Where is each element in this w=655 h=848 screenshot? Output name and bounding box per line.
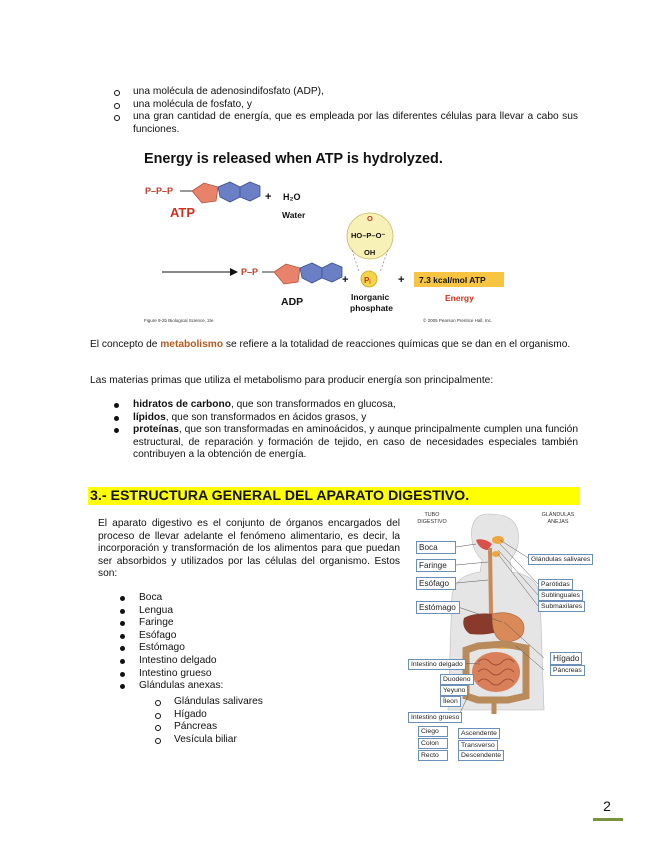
water-label: Water [282, 210, 306, 220]
figure-caption-right: © 2005 Pearson Prentice Hall, Inc. [423, 318, 493, 323]
list-item: una molécula de fosfato, y [112, 99, 578, 112]
energy-label: Energy [445, 293, 474, 303]
label-ascendente: Ascendente [458, 728, 500, 739]
label-parotidas: Parótidas [538, 579, 573, 590]
label-higado: Hígado [550, 652, 582, 665]
diagram-header-left: TUBO DIGESTIVO [417, 512, 447, 525]
diagram-header-right: GLÁNDULAS ANEJAS [541, 512, 575, 525]
list-item: proteínas, que son transformadas en aminoácidos, y aunque principalmente cumplen una función estructural, de reparación y formación de tejido, en caso de necesidades especiales también contribuyen a la obtención de energía. [112, 424, 578, 462]
atp-molecule [145, 182, 260, 220]
top-list [112, 86, 578, 136]
list-item: Boca [118, 592, 398, 605]
label-descendente: Descendente [458, 750, 504, 761]
raw-materials-paragraph: Las materias primas que utiliza el metabolismo para producir energía son principalmente: [90, 375, 494, 386]
raw-materials-list [112, 399, 578, 462]
list-item: una gran cantidad de energía, que es empleada por las diferentes células para llevar a cabo sus funciones. [112, 111, 578, 136]
phosphate-oh: OH [364, 248, 376, 257]
label-ciego: Ciego [418, 726, 448, 737]
plus-sign-3: + [398, 274, 405, 286]
adp-label: ADP [281, 296, 304, 308]
list-item: Páncreas [153, 721, 393, 734]
pi-label: Pᵢ [364, 276, 371, 285]
list-item: Glándulas anexas: [118, 680, 398, 693]
page-number: 2 [603, 798, 611, 814]
list-item: Vesícula biliar [153, 734, 393, 747]
metabolism-paragraph: El concepto de metabolismo se refiere a la totalidad de reacciones químicas que se dan en el organismo. [90, 339, 571, 350]
gland-list [153, 696, 393, 746]
section-heading: 3.- ESTRUCTURA GENERAL DEL APARATO DIGESTIVO. [88, 487, 580, 505]
label-transverso: Transverso [458, 740, 498, 751]
adp-phosphates: P–P [241, 267, 259, 277]
section-intro: El aparato digestivo es el conjunto de órganos encargados del proceso de llevar adelante el fenómeno alimentario, es decir, la incorporación y transformación de los alimentos para que puedan ser absorbidos y utilizados por las células del organismo. Estos son: [98, 518, 400, 580]
label-salivares: Glándulas salivares [528, 554, 593, 565]
label-esofago: Esófago [416, 577, 456, 590]
phosphate-o: O [367, 214, 373, 223]
label-boca: Boca [416, 541, 456, 554]
page-number-rule [593, 818, 623, 821]
label-colon: Colon [418, 738, 448, 749]
inorganic-label: Inorganic [351, 292, 390, 302]
label-sublinguales: Sublinguales [538, 590, 583, 601]
organ-list [118, 592, 398, 693]
atp-phosphates: P–P–P [145, 186, 174, 196]
water-formula: H₂O [283, 192, 301, 202]
digestive-diagram [408, 510, 591, 759]
list-item: Hígado [153, 709, 393, 722]
list-item: Estómago [118, 642, 398, 655]
metabolism-term: metabolismo [160, 339, 224, 350]
list-item: Esófago [118, 630, 398, 643]
label-ileon: Íleon [440, 696, 461, 707]
list-item: hidratos de carbono, que son transformados en glucosa, [112, 399, 578, 412]
label-intestino-grueso: Intestino grueso [408, 712, 462, 723]
adp-molecule [241, 263, 342, 308]
list-item: Intestino delgado [118, 655, 398, 668]
label-yeyuno: Yeyuno [440, 685, 468, 696]
list-item: Glándulas salivares [153, 696, 393, 709]
plus-sign-2: + [342, 274, 349, 286]
list-item: Faringe [118, 617, 398, 630]
phosphate-label: phosphate [350, 303, 393, 313]
energy-value: 7.3 kcal/mol ATP [419, 275, 486, 285]
label-estomago: Estómago [416, 601, 460, 614]
label-faringe: Faringe [416, 559, 456, 572]
label-recto: Recto [418, 750, 448, 761]
label-pancreas: Páncreas [550, 665, 585, 676]
list-item: lípidos, que son transformados en ácidos grasos, y [112, 412, 578, 425]
list-item: Intestino grueso [118, 668, 398, 681]
list-item: Lengua [118, 605, 398, 618]
label-duodeno: Duodeno [440, 674, 474, 685]
phosphate-formula: HO–P–O⁻ [351, 231, 386, 240]
label-intestino-delgado: Intestino delgado [408, 659, 466, 670]
atp-hydrolysis-figure [140, 146, 510, 326]
figure-title: Energy is released when ATP is hydrolyzed. [144, 151, 443, 167]
atp-label: ATP [170, 205, 196, 220]
label-submaxilares: Submaxilares [538, 601, 585, 612]
plus-sign: + [265, 191, 272, 203]
figure-caption-left: Figure 9-2b Biological Science, 2/e [144, 318, 214, 323]
list-item: una molécula de adenosindifosfato (ADP), [112, 86, 578, 99]
